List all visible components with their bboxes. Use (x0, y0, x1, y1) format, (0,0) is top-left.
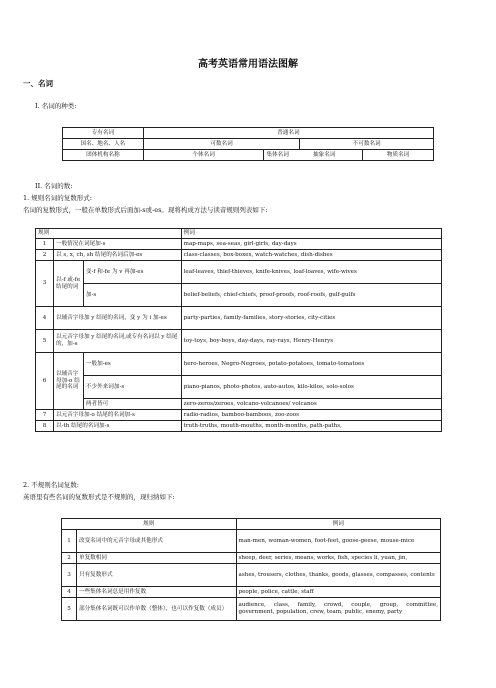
subheading-irregular-plural: 2. 不规则名词复数: (23, 481, 79, 489)
example-cell: map-maps, sea-seas, girl-girls, day-days (181, 239, 441, 250)
cell-abstract-overlay: 抽象名词 (313, 152, 336, 158)
cell-individual: 个体名词 (143, 150, 264, 161)
example-cell: piano-pianos, photo-photos, auto-autos, kilo-kilos, solo-solos (181, 376, 441, 399)
table-row (36, 399, 442, 410)
row-number: 3 (62, 564, 77, 587)
sub-rule-cell: 变-f 和-fe 为 v 再加-es (83, 261, 181, 284)
rule-cell: 单复数相同 (76, 553, 236, 564)
cell-countable: 可数名词 (143, 139, 300, 150)
row-number: 7 (36, 410, 54, 421)
table-row (36, 376, 442, 399)
rule-cell: 以元音字母加 y 结尾的名词,或专有名词以 y 结尾的，加-s (53, 330, 181, 353)
rule-cell: 以辅音字母加-o 结尾的名词 (53, 353, 83, 410)
header-rule: 规则 (62, 519, 237, 530)
subheading-regular-plural: 1. 规则名词的复数形式: (23, 194, 92, 202)
example-cell: ashes, trousers, clothes, thanks, goods, glasses, compasses, contents (236, 564, 440, 587)
example-cell: belief-beliefs, chief-chiefs, proof-proofs, roof-roofs, gulf-gulfs (181, 284, 441, 307)
cell-common-noun: 普通名词 (143, 128, 433, 139)
table-row (62, 564, 441, 587)
header-rule: 规则 (36, 229, 182, 239)
example-cell: zero-zeros/zeroes, volcano-volcanoes/ volcanos (181, 399, 441, 410)
row-number: 2 (36, 250, 54, 261)
sub-rule-cell: 一般加-es (83, 353, 181, 376)
cell-proper-sub1: 国名、地名、人名 (63, 139, 144, 150)
table-row (62, 598, 441, 621)
example-cell: class-classes, box-boxes, watch-watches, dish-dishes (181, 250, 441, 261)
cell-proper-sub2: 团体机构名称 (63, 150, 144, 161)
table-row (62, 553, 441, 564)
row-number: 2 (62, 553, 77, 564)
cell-material: 物质名词 (363, 150, 434, 161)
regular-plural-description: 名词的复数形式，一般在单数形式后面加-s或-es。现将构成方法与读音规则列表如下: (23, 206, 268, 214)
sub-rule-cell: 不少外来词加-s (83, 376, 181, 399)
rule-cell: 以元音字母加-o 结尾的名词加-s (53, 410, 181, 421)
table-row (36, 307, 442, 330)
subheading-noun-number: II. 名词的数: (35, 182, 73, 190)
sub-rule-cell: 加-s (83, 284, 181, 307)
row-number: 5 (36, 330, 54, 353)
example-cell: party-parties, family-families, story-stories, city-cities (181, 307, 441, 330)
example-cell: hero-heroes, Negro-Negroes, potato-potatoes, tomato-tomatoes (181, 353, 441, 376)
regular-plural-table (35, 228, 442, 432)
rule-cell: 以-th 结尾的名词加-s (53, 421, 181, 432)
section-heading-nouns: 一、名词 (23, 79, 53, 88)
example-cell: man-men, woman-women, foot-feet, goose-geese, mouse-mice (236, 530, 440, 553)
cell-collective: 集体名词 (264, 150, 363, 161)
subheading-noun-types: I. 名词的种类: (35, 102, 77, 110)
irregular-plural-table (61, 518, 441, 621)
rule-cell: 以 s, x, ch, sh 结尾的名词后加-es (53, 250, 181, 261)
table-row (36, 410, 442, 421)
example-cell: toy-toys, boy-boys, day-days, ray-rays, Henry-Henrys (181, 330, 441, 353)
row-number: 4 (36, 307, 54, 330)
row-number: 6 (36, 353, 54, 410)
sub-rule-cell: 两者皆可 (83, 399, 181, 410)
table-row (36, 250, 442, 261)
noun-types-table (62, 127, 434, 161)
row-number: 4 (62, 587, 77, 598)
table-row (62, 530, 441, 553)
irregular-plural-description: 英语里有些名词的复数形式是不规则的，现归纳如下: (23, 493, 175, 501)
header-example: 例词 (236, 519, 440, 530)
row-number: 8 (36, 421, 54, 432)
rule-cell: 改变名词中的元音字母或其他形式 (76, 530, 236, 553)
rule-cell: 部分集体名词既可以作单数（整体），也可以作复数（成员） (76, 598, 236, 621)
cell-uncountable: 不可数名词 (300, 139, 434, 150)
table-row (36, 284, 442, 307)
table-row (36, 261, 442, 284)
rule-cell: 以-f 或-fe 结尾的词 (53, 261, 83, 307)
table-row (36, 330, 442, 353)
header-example: 例词 (181, 229, 441, 239)
example-cell: leaf-leaves, thief-thieves, knife-knives, loaf-loaves, wife-wives (181, 261, 441, 284)
rule-cell: 一般情况在词尾加-s (53, 239, 181, 250)
table-row (36, 239, 442, 250)
example-cell: people, police, cattle, staff (236, 587, 440, 598)
page-title: 高考英语常用语法图解 (198, 59, 298, 70)
rule-cell: 一些集体名词总是用作复数 (76, 587, 236, 598)
table-row (36, 421, 442, 432)
row-number: 1 (36, 239, 54, 250)
example-cell: radio-radios, bamboo-bamboos, zoo-zoos (181, 410, 441, 421)
example-cell: audience, class, family, crowd, couple, group, committee, government, population, crew, team, public, enemy, party (236, 598, 440, 621)
cell-proper-noun: 专有名词 (63, 128, 144, 139)
table-row (62, 587, 441, 598)
row-number: 1 (62, 530, 77, 553)
row-number: 5 (62, 598, 77, 621)
rule-cell: 只有复数形式 (76, 564, 236, 587)
rule-cell: 以辅音字母加 y 结尾的名词，变 y 为 i 加-es (53, 307, 181, 330)
row-number: 3 (36, 261, 54, 307)
example-cell: sheep, deer, series, means, works, fish, species li, yuan, jin, (236, 553, 440, 564)
example-cell: truth-truths, mouth-mouths, month-months, path-paths, (181, 421, 441, 432)
table-row (36, 353, 442, 376)
